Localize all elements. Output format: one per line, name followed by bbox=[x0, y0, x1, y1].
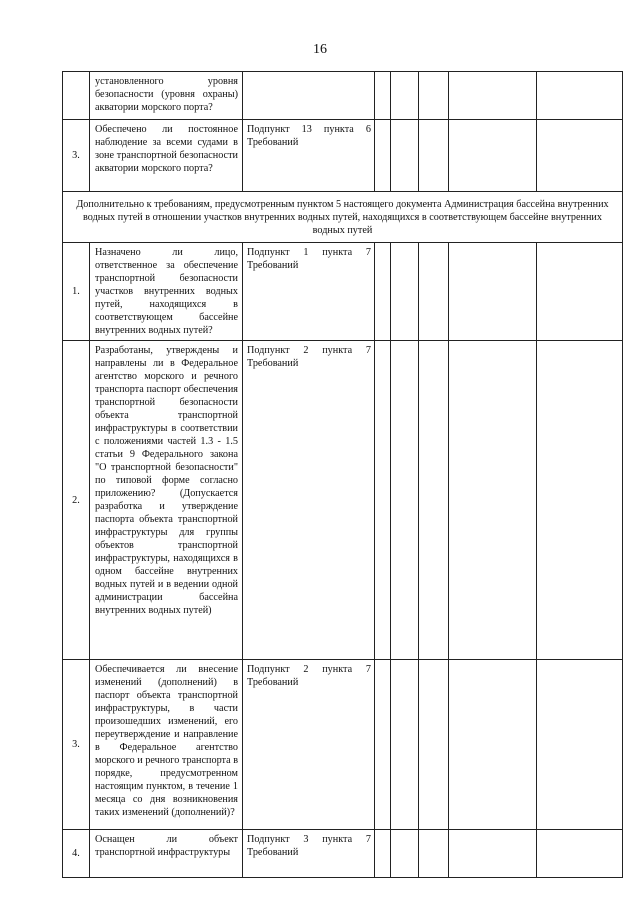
table-row bbox=[63, 72, 623, 120]
answer-cell bbox=[537, 243, 623, 341]
answer-cell bbox=[419, 830, 449, 878]
answer-cell bbox=[375, 830, 391, 878]
requirement-question: Обеспечено ли постоянное наблюдение за всеми судами в зоне транспортной безопасности акватории морского порта? bbox=[90, 120, 243, 192]
answer-cell bbox=[419, 243, 449, 341]
table-row bbox=[63, 830, 623, 878]
section-heading: Дополнительно к требованиям, предусмотренным пунктом 5 настоящего документа Администрация бассейна внутренних водных путей в отношении участков внутренних водных путей, находящихся в соответствующем бассейне внутренних водных путей bbox=[63, 192, 623, 243]
answer-cell bbox=[391, 341, 419, 660]
answer-cell bbox=[391, 72, 419, 120]
requirement-question: Оснащен ли объект транспортной инфраструктуры bbox=[90, 830, 243, 878]
requirement-question: Разработаны, утверждены и направлены ли в Федеральное агентство морского и речного транспорта паспорт обеспечения транспортной безопасности объекта транспортной инфраструктуры в соответствии с положениями частей 1.3 - 1.5 статьи 9 Федерального закона "О транспортной безопасности" по типовой форме согласно приложению? (Допускается разработка и утверждение паспорта объекта транспортной инфраструктуры для группы объектов транспортной инфраструктуры, находящихся в одном бассейне внутренних водных путей и в ведении одной администрации бассейна внутренних водных путей) bbox=[90, 341, 243, 660]
page-number: 16 bbox=[313, 42, 327, 57]
answer-cell bbox=[537, 341, 623, 660]
answer-cell bbox=[375, 120, 391, 192]
answer-cell bbox=[391, 243, 419, 341]
answer-cell bbox=[449, 120, 537, 192]
requirement-question: установленного уровня безопасности (уровня охраны) акватории морского порта? bbox=[90, 72, 243, 120]
answer-cell bbox=[419, 120, 449, 192]
checklist-table bbox=[62, 71, 623, 878]
row-number: 3. bbox=[63, 660, 90, 830]
answer-cell bbox=[419, 341, 449, 660]
answer-cell bbox=[375, 341, 391, 660]
table-row bbox=[63, 341, 623, 660]
answer-cell bbox=[419, 72, 449, 120]
requirement-reference bbox=[243, 72, 375, 120]
answer-cell bbox=[537, 830, 623, 878]
requirement-reference: Подпункт 13 пункта 6 Требований bbox=[243, 120, 375, 192]
table-row bbox=[63, 243, 623, 341]
row-number: 3. bbox=[63, 120, 90, 192]
requirement-reference: Подпункт 1 пункта 7 Требований bbox=[243, 243, 375, 341]
answer-cell bbox=[449, 830, 537, 878]
answer-cell bbox=[375, 243, 391, 341]
row-number bbox=[63, 72, 90, 120]
answer-cell bbox=[391, 830, 419, 878]
requirement-reference: Подпункт 2 пункта 7 Требований bbox=[243, 660, 375, 830]
answer-cell bbox=[375, 72, 391, 120]
answer-cell bbox=[537, 120, 623, 192]
table-row bbox=[63, 120, 623, 192]
answer-cell bbox=[391, 660, 419, 830]
row-number: 4. bbox=[63, 830, 90, 878]
table-row bbox=[63, 660, 623, 830]
answer-cell bbox=[537, 660, 623, 830]
row-number: 2. bbox=[63, 341, 90, 660]
answer-cell bbox=[375, 660, 391, 830]
answer-cell bbox=[449, 72, 537, 120]
section-heading-row bbox=[63, 192, 623, 243]
requirement-reference: Подпункт 3 пункта 7 Требований bbox=[243, 830, 375, 878]
answer-cell bbox=[449, 660, 537, 830]
answer-cell bbox=[449, 341, 537, 660]
row-number: 1. bbox=[63, 243, 90, 341]
answer-cell bbox=[419, 660, 449, 830]
requirement-reference: Подпункт 2 пункта 7 Требований bbox=[243, 341, 375, 660]
answer-cell bbox=[391, 120, 419, 192]
requirement-question: Назначено ли лицо, ответственное за обеспечение транспортной безопасности участков внутренних водных путей, находящихся в соответствующем бассейне внутренних водных путей? bbox=[90, 243, 243, 341]
answer-cell bbox=[449, 243, 537, 341]
answer-cell bbox=[537, 72, 623, 120]
requirement-question: Обеспечивается ли внесение изменений (дополнений) в паспорт объекта транспортной инфраструктуры, в части произошедших изменений, его переутверждение и направление в Федеральное агентство морского и речного транспорта в порядке, предусмотренном настоящим пунктом, в течение 1 месяца со дня возникновения таких изменений (дополнений)? bbox=[90, 660, 243, 830]
